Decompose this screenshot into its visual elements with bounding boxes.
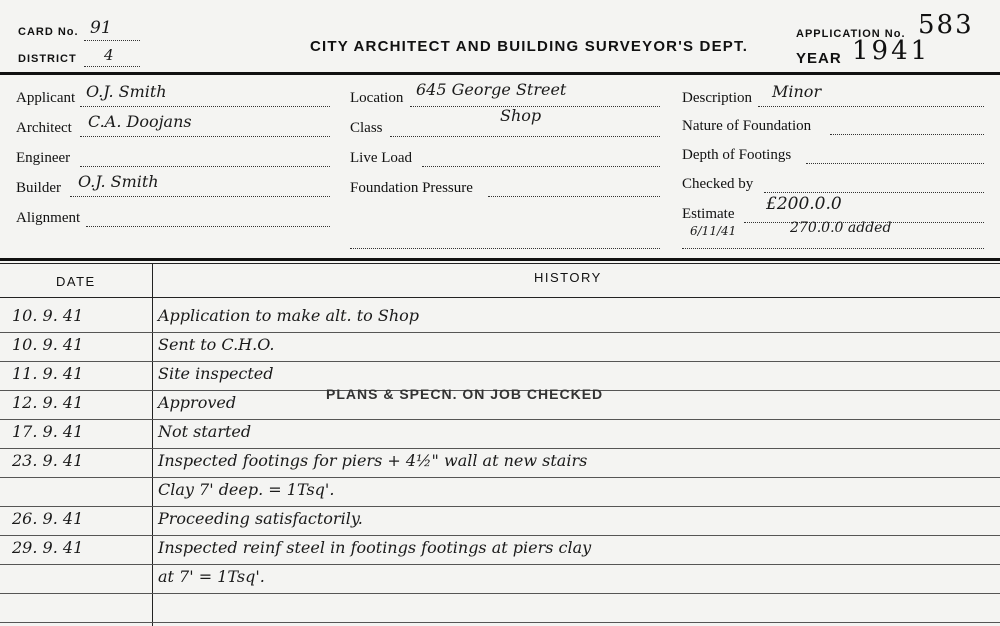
date-column-divider [152, 263, 153, 626]
year-label: YEAR [796, 50, 842, 67]
location-label: Location [350, 90, 404, 106]
history-row-rule [0, 622, 1000, 623]
checked-by-label: Checked by [682, 176, 754, 192]
history-row-rule [0, 332, 1000, 333]
history-date-cell: 23. 9. 41 [12, 451, 84, 470]
year-value: 1941 [852, 36, 931, 66]
architect-label: Architect [16, 120, 72, 136]
application-number-value: 583 [918, 10, 974, 40]
estimate-note: 270.0.0 added [790, 220, 892, 236]
live-load-line [422, 166, 660, 167]
live-load-label: Live Load [350, 150, 413, 166]
history-date-cell: 17. 9. 41 [12, 422, 84, 441]
history-entry-cell: Proceeding satisfactorily. [158, 509, 363, 528]
application-number-label: APPLICATION No. [796, 28, 906, 40]
class-value: Shop [500, 106, 542, 125]
alignment-line [86, 226, 330, 227]
district-value: 4 [104, 46, 114, 64]
history-entry-cell: Clay 7' deep. = 1Tsq'. [158, 480, 335, 499]
history-entry-cell: Application to make alt. to Shop [158, 306, 419, 325]
description-line [758, 106, 984, 107]
history-date-cell: 29. 9. 41 [12, 538, 84, 557]
history-date-cell: 26. 9. 41 [12, 509, 84, 528]
history-row-rule [0, 477, 1000, 478]
location-value: 645 George Street [416, 80, 567, 99]
col3-bottom-line [682, 248, 984, 249]
district-line [84, 66, 140, 67]
history-date-cell: 10. 9. 41 [12, 335, 84, 354]
history-header: HISTORY [534, 270, 602, 285]
plans-checked-stamp: PLANS & SPECN. ON JOB CHECKED [326, 386, 604, 402]
architect-value: C.A. Doojans [88, 112, 192, 131]
history-date-cell: 11. 9. 41 [12, 364, 84, 383]
checked-by-line [764, 192, 984, 193]
history-entry-cell: Inspected footings for piers + 4½" wall at new stairs [158, 451, 588, 470]
history-entry-cell: Inspected reinf steel in footings footings at piers clay [158, 538, 592, 557]
header-rule [0, 72, 1000, 75]
history-row-rule [0, 506, 1000, 507]
header-bottom-rule [0, 297, 1000, 298]
class-line [390, 136, 660, 137]
engineer-line [80, 166, 330, 167]
description-value: Minor [772, 82, 822, 101]
depth-of-footings-line [806, 163, 984, 164]
builder-line [70, 196, 330, 197]
card-number-label: CARD No. [18, 26, 79, 38]
estimate-date: 6/11/41 [690, 224, 737, 238]
history-row-rule [0, 361, 1000, 362]
history-date-cell: 10. 9. 41 [12, 306, 84, 325]
history-entry-cell: at 7' = 1Tsq'. [158, 567, 265, 586]
estimate-value: £200.0.0 [766, 194, 842, 214]
class-label: Class [350, 120, 383, 136]
history-entry-cell: Sent to C.H.O. [158, 335, 275, 354]
architect-line [80, 136, 330, 137]
history-row-rule [0, 593, 1000, 594]
col2-bottom-line [350, 248, 660, 249]
foundation-pressure-label: Foundation Pressure [350, 180, 473, 196]
history-entry-cell: Not started [158, 422, 252, 441]
depth-of-footings-label: Depth of Footings [682, 147, 792, 163]
foundation-pressure-line [488, 196, 660, 197]
department-title: CITY ARCHITECT AND BUILDING SURVEYOR'S DEPT. [310, 38, 749, 55]
applicant-line [80, 106, 330, 107]
applicant-label: Applicant [16, 90, 76, 106]
history-entry-cell: Approved [158, 393, 237, 412]
history-row-rule [0, 419, 1000, 420]
district-label: DISTRICT [18, 53, 77, 65]
date-header: DATE [56, 274, 96, 289]
card-number-line [84, 40, 140, 41]
engineer-label: Engineer [16, 150, 71, 166]
alignment-label: Alignment [16, 210, 81, 226]
history-row-rule [0, 535, 1000, 536]
history-row-rule [0, 564, 1000, 565]
section-rule [0, 258, 1000, 261]
applicant-value: O.J. Smith [86, 82, 167, 101]
history-row-rule [0, 448, 1000, 449]
description-label: Description [682, 90, 752, 106]
history-entry-cell: Site inspected [158, 364, 274, 383]
builder-value: O.J. Smith [78, 172, 159, 191]
section-rule-thin [0, 263, 1000, 264]
nature-of-foundation-line [830, 134, 984, 135]
estimate-label: Estimate [682, 206, 735, 222]
builder-label: Builder [16, 180, 61, 196]
card-number-value: 91 [90, 18, 112, 38]
history-date-cell: 12. 9. 41 [12, 393, 84, 412]
nature-of-foundation-label: Nature of Foundation [682, 118, 812, 134]
